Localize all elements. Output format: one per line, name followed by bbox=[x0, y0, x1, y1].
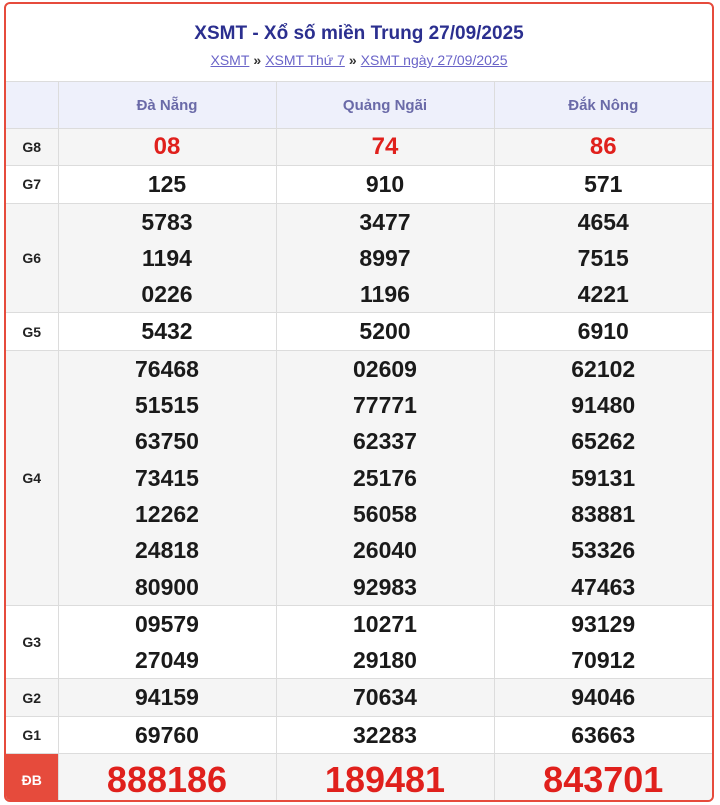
result-number: 56058 bbox=[353, 500, 417, 527]
table-row bbox=[6, 313, 712, 350]
result-number: 125 bbox=[147, 171, 187, 198]
results-table bbox=[6, 82, 712, 802]
result-number: 94046 bbox=[571, 684, 636, 711]
result-cell bbox=[494, 605, 712, 679]
result-number: 93129 bbox=[571, 610, 636, 637]
result-number: 3477 bbox=[359, 208, 411, 235]
result-number: 74 bbox=[371, 133, 399, 160]
result-number: 0226 bbox=[141, 281, 193, 308]
prize-label: G4 bbox=[6, 350, 58, 605]
result-cell bbox=[276, 716, 494, 753]
result-cell bbox=[494, 716, 712, 753]
prize-label: G5 bbox=[6, 313, 58, 350]
result-number: 91480 bbox=[571, 392, 636, 419]
result-cell bbox=[58, 129, 276, 166]
prize-label: G6 bbox=[6, 203, 58, 313]
results-header bbox=[6, 4, 712, 82]
result-number: 59131 bbox=[571, 464, 636, 491]
breadcrumb-link-weekday[interactable]: XSMT Thứ 7 bbox=[265, 52, 345, 68]
result-cell bbox=[58, 203, 276, 313]
result-number: 6910 bbox=[577, 318, 629, 345]
page-title: XSMT - Xổ số miền Trung 27/09/2025 bbox=[194, 23, 524, 44]
result-number: 02609 bbox=[353, 355, 417, 382]
result-cell bbox=[494, 313, 712, 350]
result-cell bbox=[494, 754, 712, 802]
result-cell bbox=[58, 313, 276, 350]
result-number: 4221 bbox=[577, 281, 629, 308]
result-number: 1196 bbox=[360, 281, 410, 308]
prize-label: ĐB bbox=[6, 754, 58, 802]
result-number: 83881 bbox=[571, 500, 636, 527]
column-header-prize bbox=[6, 82, 58, 129]
result-cell bbox=[58, 716, 276, 753]
result-cell bbox=[494, 203, 712, 313]
result-number: 7515 bbox=[577, 244, 629, 271]
result-number: 94159 bbox=[135, 684, 199, 711]
result-number: 92983 bbox=[353, 573, 417, 600]
result-number: 27049 bbox=[135, 647, 199, 674]
table-row bbox=[6, 679, 712, 716]
result-number: 63663 bbox=[571, 721, 636, 748]
result-number: 08 bbox=[153, 133, 181, 160]
prize-label: G3 bbox=[6, 605, 58, 679]
result-number: 910 bbox=[365, 171, 405, 198]
result-number: 77771 bbox=[353, 392, 417, 419]
column-header-province: Đắk Nông bbox=[494, 82, 712, 129]
breadcrumb-link-xsmt[interactable]: XSMT bbox=[210, 52, 250, 68]
result-cell bbox=[494, 166, 712, 203]
result-number: 47463 bbox=[571, 573, 636, 600]
result-number: 70912 bbox=[571, 647, 636, 674]
result-number: 32283 bbox=[353, 721, 417, 748]
result-number: 86 bbox=[589, 133, 617, 160]
results-panel bbox=[4, 2, 714, 802]
result-number: 8997 bbox=[359, 244, 411, 271]
result-number: 63750 bbox=[135, 428, 199, 455]
result-number: 24818 bbox=[135, 537, 199, 564]
breadcrumb-separator: » bbox=[253, 52, 262, 68]
table-row bbox=[6, 754, 712, 802]
result-cell bbox=[276, 129, 494, 166]
result-number: 571 bbox=[584, 171, 623, 198]
result-cell bbox=[58, 350, 276, 605]
result-number: 10271 bbox=[353, 610, 417, 637]
result-number: 25176 bbox=[353, 464, 417, 491]
result-cell bbox=[276, 166, 494, 203]
result-number: 65262 bbox=[571, 428, 636, 455]
result-cell bbox=[494, 350, 712, 605]
breadcrumb-link-date[interactable]: XSMT ngày 27/09/2025 bbox=[360, 52, 508, 68]
result-number: 5200 bbox=[359, 318, 411, 345]
result-number: 80900 bbox=[135, 573, 199, 600]
result-cell bbox=[276, 350, 494, 605]
table-row bbox=[6, 716, 712, 753]
table-row bbox=[6, 129, 712, 166]
result-cell bbox=[58, 166, 276, 203]
result-cell bbox=[276, 754, 494, 802]
result-number: 73415 bbox=[135, 464, 199, 491]
result-number: 51515 bbox=[135, 392, 199, 419]
table-header-row bbox=[6, 82, 712, 129]
prize-label: G7 bbox=[6, 166, 58, 203]
result-number: 29180 bbox=[353, 647, 417, 674]
result-number: 5783 bbox=[141, 208, 193, 235]
result-cell bbox=[276, 203, 494, 313]
result-number: 53326 bbox=[571, 537, 636, 564]
result-cell bbox=[276, 605, 494, 679]
result-cell bbox=[276, 679, 494, 716]
result-number: 62337 bbox=[353, 428, 417, 455]
result-number: 5432 bbox=[141, 318, 193, 345]
table-row bbox=[6, 203, 712, 313]
prize-label: G1 bbox=[6, 716, 58, 753]
result-number: 69760 bbox=[135, 721, 199, 748]
result-cell bbox=[276, 313, 494, 350]
result-number: 26040 bbox=[353, 537, 417, 564]
result-number: 70634 bbox=[353, 684, 417, 711]
prize-label: G8 bbox=[6, 129, 58, 166]
table-row bbox=[6, 166, 712, 203]
prize-label: G2 bbox=[6, 679, 58, 716]
table-row bbox=[6, 605, 712, 679]
breadcrumb-separator: » bbox=[348, 52, 357, 68]
result-number: 1194 bbox=[142, 244, 192, 271]
result-number: 888186 bbox=[106, 759, 228, 801]
result-cell bbox=[58, 679, 276, 716]
table-row bbox=[6, 350, 712, 605]
result-number: 76468 bbox=[135, 355, 199, 382]
result-number: 09579 bbox=[135, 610, 199, 637]
column-header-province: Quảng Ngãi bbox=[276, 82, 494, 129]
result-number: 4654 bbox=[577, 208, 629, 235]
result-cell bbox=[58, 605, 276, 679]
result-cell bbox=[494, 679, 712, 716]
column-header-province: Đà Nẵng bbox=[58, 82, 276, 129]
result-number: 62102 bbox=[571, 355, 636, 382]
result-cell bbox=[58, 754, 276, 802]
result-number: 12262 bbox=[135, 500, 199, 527]
result-number: 189481 bbox=[324, 759, 446, 801]
result-number: 843701 bbox=[543, 759, 664, 801]
result-cell bbox=[494, 129, 712, 166]
breadcrumb bbox=[6, 51, 712, 69]
